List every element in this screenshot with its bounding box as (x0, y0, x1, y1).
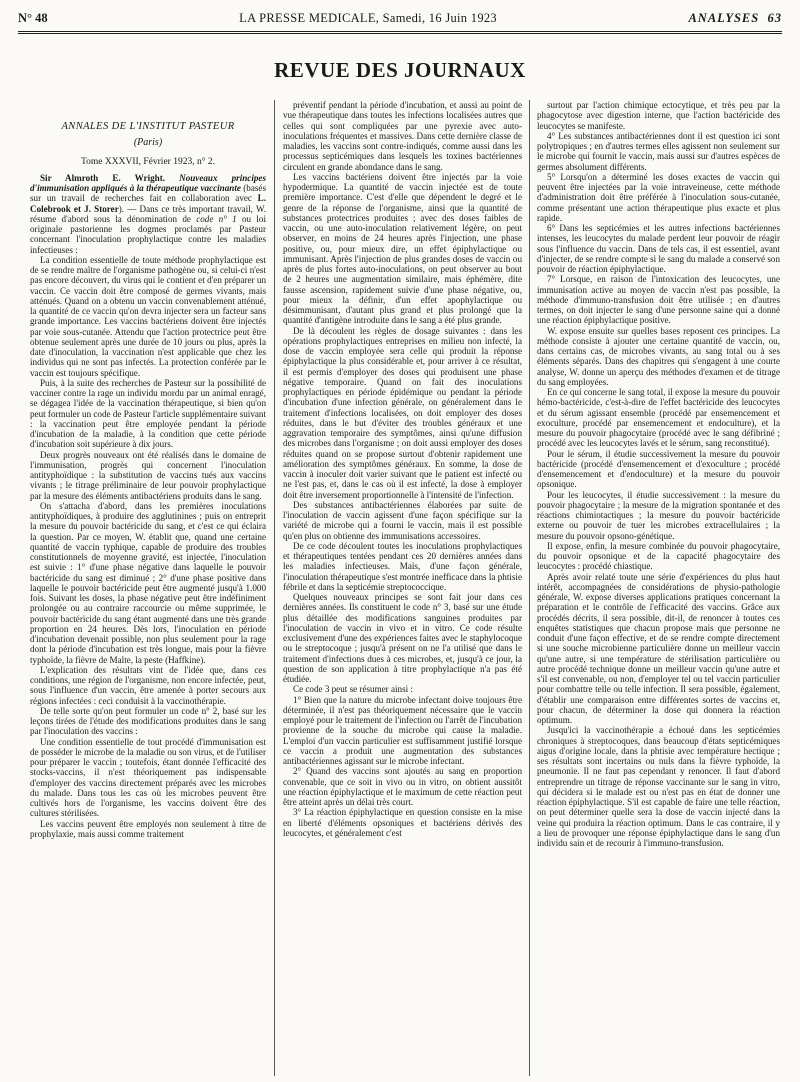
paragraph: La condition essentielle de toute méthode prophylactique est de se rendre maître de l'organisme pathogène ou, si celui-ci n'est pas encore découvert, du virus qui le contient et d'en préparer un vaccin. Ce vaccin doit être composé de germes vivants, mais atténués. Quand on a obtenu un vaccin convenablement atténué, la quantité de ce vaccin qu'on devra injecter sera un facteur sans grande importance. Les vaccins bactériens doivent être injectés par voie sous-cutanée. Attendu que l'action protectrice peut être obtenue seulement après une durée de 10 jours ou plus, après la date d'inoculation, la vaccination n'est applicable que chez les individus qui ne sont pas infectés. La protection conférée par le vaccin est toujours spécifique. (30, 254, 266, 378)
paragraph: De telle sorte qu'on peut formuler un code n° 2, basé sur les leçons tirées de l'étude des modifications produites dans le sang par l'inoculation des vaccins : (30, 705, 266, 737)
column-3 (537, 100, 780, 1076)
paragraph: Les vaccins peuvent être employés non seulement à titre de prophylaxie, mais aussi comme traitement (30, 818, 266, 839)
paragraph: Des substances antibactériennes élaborées par suite de l'inoculation de vaccin agissent d'une façon spécifique sur la variété de microbe qui a fourni le vaccin, mais il est possible qu'en plus on obtienne des immunisations accessoires. (283, 499, 522, 541)
header-rule-double (18, 33, 782, 34)
article-intro-b: ). — Dans ce très important travail, W. résume d'abord sous la dénomination de (30, 203, 266, 224)
paragraph: De ce code découlent toutes les inoculations prophylactiques et thérapeutiques tentées pendant ces 20 dernières années dans les maladies infectieuses. Mais, d'une façon générale, l'inoculation thérapeutique s'est montrée inefficace dans la phtisie fébrile et dans la septicémie streptococcique. (283, 540, 522, 592)
column-1 (30, 118, 266, 1076)
paragraph: 6° Dans les septicémies et les autres infections bactériennes intenses, les leucocytes du malade perdent leur pouvoir de réagir sous l'influence du vaccin. Dans de tels cas, il est essentiel, avant d'injecter, de se rendre compte si le sang du malade a conservé son pouvoir de réaction épiphylactique. (537, 223, 780, 274)
article-coauthors: L. Colebrook et J. Storer (30, 193, 266, 214)
article-code1: code n° 1 (196, 213, 237, 224)
paragraph: En ce qui concerne le sang total, il expose la mesure du pouvoir hémo-bactéricide, c'est-à-dire de l'effet bactéricide des leucocytes et du sérum agissant ensemble (procédé par ensemencement et exoculture, procédé par ensemencement et endoculture), et la mesure du pouvoir phagocytaire (procédé avec le sang défibriné ; procédé avec les leucocytes lavés et le sérum, sang reconstitué). (537, 387, 780, 449)
article-intro-c: ou loi originale pastorienne les dogmes proclamés par Pasteur concernant l'inoculation prophylactique contre les maladies infectieuses : (30, 213, 266, 255)
paragraph: 4° Les substances antibactériennes dont il est question ici sont polytropiques ; en d'autres termes elles agissent non seulement sur le microbe qui fournit le vaccin, mais aussi sur d'autres espèces de germes absolument différents. (537, 130, 780, 172)
journal-issue: Tome XXXVII, Février 1923, n° 2. (81, 156, 215, 167)
paragraph: Jusqu'ici la vaccinothérapie a échoué dans les septicémies chroniques à streptocoques, dans beaucoup d'états septicémiques aigus d'origine locale, dans la phtisie avec température hectique ; ses résultats sont incertains ou nuls dans la fièvre typhoïde, la pneumonie. Il ne faut pas cependant y renoncer. Il faut d'abord entreprendre un titrage de réponse vaccinante sur le sang in vitro, qui décidera si le malade est ou n'est pas en état de donner une réaction épiphylactique. S'il est capable de faire une telle réaction, on peut déterminer quelle sera la dose de vaccin injecté dans la veine qui produira la réaction optimum. Dans le cas contraire, il y a lieu de provoquer une réponse épiphylactique dans le sang d'un individu sain et de recourir à l'immuno-transfusion. (537, 725, 780, 848)
paragraph: Pour le sérum, il étudie successivement la mesure du pouvoir bactéricide (procédé d'ensemencement et d'exoculture ; procédé d'ensemencement et d'endoculture) et la mesure du pouvoir opsonique. (537, 448, 780, 490)
section-title: REVUE DES JOURNAUX (274, 58, 526, 82)
paragraph: Une condition essentielle de tout procédé d'immunisation est de posséder le microbe de la maladie ou son virus, et de l'utiliser pour préparer le vaccin ; toutefois, étant donnée l'efficacité des stocks-vaccins, il n'est théoriquement pas indispensable d'employer des vaccins directement préparés avec les microbes du malade. Dans tous les cas où les microbes peuvent être cultivés hors de l'organisme, les vaccins doivent être des cultures stérilisées. (30, 736, 266, 819)
paragraph: Pour les leucocytes, il étudie successivement : la mesure du pouvoir phagocytaire ; la mesure de la migration spontanée et des réactions chimiotactiques ; la mesure du pouvoir bactéricide externe ou pouvoir de tuer les microbes extracellulaires ; la mesure du pouvoir opsono-génétique. (537, 489, 780, 541)
paragraph: W. expose ensuite sur quelles bases reposent ces principes. La méthode consiste à ajouter une certaine quantité de vaccin, ou, dans certains cas, de microbes vivants, au sang total ou à ses éléments séparés. Dans des chapitres qui s'engagent à une courte analyse, W. donne un aperçu des méthodes d'examen et de titrage du sang employées. (537, 325, 780, 387)
running-header (18, 8, 782, 28)
paragraph: De là découlent les règles de dosage suivantes : dans les opérations prophylactiques entreprises en milieu non infecté, la dose de vaccin employée sera celle qui produit la réponse épiphylactique la plus considérable et, pour arriver à ce résultat, il est permis d'employer des doses qui produisent une phase négative temporaire. Quand on fait des inoculations prophylactiques en période épidémique ou pendant la période d'incubation d'une infection générale, on généralement dans le traitement d'infections localisées, on doit employer des doses réduites, dans le but d'éviter des troubles généraux et une aggravation temporaire des symptômes, ainsi qu'une diffusion des microbes dans l'organisme ; on doit aussi employer des doses réduites quand on se propose surtout d'obtenir rapidement une amélioration des symptômes généraux. En somme, la dose de vaccin à inoculer doit varier suivant que le patient est infecté ou ne l'est pas, et, dans le cas où il est infecté, la dose à employer doit être inversement proportionnelle à l'intensité de l'infection. (283, 325, 522, 500)
column-divider-2 (529, 100, 530, 1076)
header-rule (18, 31, 782, 32)
masthead: LA PRESSE MEDICALE, Samedi, 16 Juin 1923 (239, 10, 497, 25)
paragraph: Les vaccins bactériens doivent être injectés par la voie hypodermique. La quantité de vaccin injectée est de toute première importance. C'est d'elle que dépendent le degré et le genre de la réponse de l'organisme, ainsi que la quantité de substances protectrices produites ; avec des doses faibles de vaccin, ou une auto-inoculation relativement légère, on peut observer, en moins de 24 heures après l'injection, une phase positive, ou, pour mieux dire, un effet épiphylactique ou immunisant. Après l'injection de plus grandes doses de vaccin ou après de plus fortes auto-inoculations, on peut observer au bout de 2 heures une augmentation similaire, mais éphémère, dite fausse ascension, rapidement suivie d'une phase négative, ou, pour mieux la définir, d'un effet apophylactique ou désimmunisant, d'autant plus grand et plus prolongé que la quantité d'antigène introduite dans le sang a été plus grande. (283, 171, 522, 326)
page-number: 63 (767, 10, 782, 25)
paragraph: Ce code 3 peut se résumer ainsi : (293, 684, 413, 695)
issue-number: N° 48 (18, 10, 48, 25)
paragraph: surtout par l'action chimique ectocytique, et très peu par la phagocytose avec digestion interne, que l'action bactéricide des leucocytes se manifeste. (537, 100, 780, 131)
paragraph: Puis, à la suite des recherches de Pasteur sur la possibilité de vacciner contre la rage un individu mordu par un animal enragé, se dégagea l'idée de la vaccination thérapeutique, si bien qu'on peut formuler un code de Pasteur l'article supplémentaire suivant : la vaccination peut être employée pendant la période d'incubation de la maladie, à la condition que cette période d'incubation soit supérieure à dix jours. (30, 377, 266, 450)
journal-name: ANNALES DE L'INSTITUT PASTEUR (61, 121, 235, 132)
article-lead (30, 173, 266, 255)
paragraph: 2° Quand des vaccins sont ajoutés au sang en proportion convenable, que ce soit in vivo ou in vitro, on obtient aussitôt une réaction épiphylactique et le maximum de cette réaction peut être atteint après un délai très court. (283, 766, 522, 807)
section-label: ANALYSES (688, 10, 760, 25)
paragraph: 5° Lorsqu'on a déterminé les doses exactes de vaccin qui peuvent être injectées par la voie intraveineuse, cette méthode d'administration doit être préférée à l'inoculation sous-cutanée, comme présentant une action thérapeutique plus exacte et plus rapide. (537, 171, 780, 223)
paragraph: Quelques nouveaux principes se sont fait jour dans ces dernières années. Ils constituent le code n° 3, basé sur une étude plus détaillée des modifications sanguines produites par l'inoculation de vaccin in vivo et in vitro. Ce code résulte exclusivement d'une des expériences faites avec le staphylocoque ou le streptocoque ; jusqu'à présent on ne l'a utilisé que dans le traitement d'infections dues à ces microbes, et, jusqu'à ce jour, la question de son application à titre prophylactique n'a pas été étudiée. (283, 592, 522, 684)
article-title: Nouveaux principes d'immunisation appliqués à la thérapeutique vaccinante (30, 172, 266, 193)
paragraph: Deux progrès nouveaux ont été réalisés dans le domaine de l'immunisation, progrès qui concernent l'inoculation antityphoïdique : la substitution de vaccins tués aux vaccins vivants ; le titrage préliminaire de leur pouvoir prophylactique par la mesure des éléments antibactériens produits dans le sang. (30, 449, 266, 501)
paragraph: On s'attacha d'abord, dans les premières inoculations antityphoïdiques, à produire des agglutinines ; puis on entreprit la mesure du pouvoir bactéricide du sang, et c'est ce qui éclaira la question. Par ce moyen, W. établit que, quand une certaine quantité de vaccin typhique, capable de produire des troubles constitutionnels de moyenne gravité, est injectée, l'inoculation est suivie : 1° d'une phase négative dans laquelle le pouvoir bactéricide du sang est diminué ; 2° d'une phase positive dans laquelle le pouvoir bactéricide peut être augmenté jusqu'à 1.000 fois. Suivant les doses, la phase négative peut être indéfiniment prolongée ou au contraire raccourcie ou même supprimée, le pouvoir bactéricide du sang étant augmenté dans une très grande proportion en 24 heures. Dès lors, l'inoculation en période d'incubation devenait possible, non plus seulement pour la rage dont la période d'incubation est très longue, mais pour la fièvre typhoïde, la fièvre de Malte, la peste (Haffkine). (30, 500, 266, 665)
article-intro-a: (basés sur un travail de recherches fait en collaboration avec (30, 183, 266, 204)
article-author: Sir Almroth E. Wright. (40, 172, 166, 183)
paragraph: 3° La réaction épiphylactique en question consiste en la mise en liberté d'éléments opsoniques et bactériens dérivés des leucocytes, et généralement c'est (283, 807, 522, 838)
column-divider-1 (274, 100, 275, 1076)
paragraph: Après avoir relaté toute une série d'expériences du plus haut intérêt, accompagnées de considérations de physio-pathologie générale, W. expose diverses applications pratiques concernant la préparation et le contrôle de l'efficacité des vaccins. Grâce aux procédés décrits, il sera possible, dit-il, de renoncer à toutes ces enquêtes statistiques que chacun propose mais que personne ne conduit d'une façon effective, et de se rendre compte directement si une souche microbienne particulière donne un meilleur vaccin qu'une autre, si une température de stérilisation particulière ou autre procédé technique donne un meilleur vaccin qu'une autre et s'il est convenable, ou non, d'employer tel ou tel vaccin particulier pour combattre telle ou telle infection. Il sera possible, également, d'établir une comparaison entre différentes sortes de vaccins et, pour chacun, de déterminer la dose qui donnera la réaction optimum. (537, 571, 780, 725)
paragraph: 7° Lorsque, en raison de l'intoxication des leucocytes, une immunisation active au moyen de vaccin n'est pas possible, la méthode d'immuno-transfusion doit être utilisée ; en d'autres termes, on doit injecter le sang d'une personne saine qui a donné une réaction épiphylactique positive. (537, 274, 780, 326)
paragraph: 1° Bien que la nature du microbe infectant doive toujours être déterminée, il n'est pas théoriquement nécessaire que le vaccin employé pour le traitement de l'infection ou l'arrêt de l'incubation provienne de la souche du microbe qui cause la maladie. L'emploi d'un vaccin particulier est suffisamment justifié lorsque ce vaccin a produit une augmentation des substances antibactériennes agissant sur le microbe infectant. (283, 694, 522, 766)
journal-place: (Paris) (133, 137, 163, 149)
paragraph: Il expose, enfin, la mesure combinée du pouvoir phagocytaire, du pouvoir opsonique et de la capacité phagocytaire des leucocytes : procédé chiastique. (537, 540, 780, 572)
paragraph: L'explication des résultats vint de l'idée que, dans ces conditions, une région de l'organisme, non encore infectée, peut, sous l'influence d'un vaccin, être amenée à porter secours aux régions infectées : ceci conduisit à la vaccinothérapie. (30, 664, 266, 706)
column-2 (283, 100, 522, 1076)
paragraph: préventif pendant la période d'incubation, et aussi au point de vue thérapeutique dans toutes les infections localisées autres que celles qui sont compliquées par une pyrexie avec auto-inoculations fréquentes et massives. Dans cette dernière classe de maladies, les vaccins sont contre-indiqués, comme aussi dans les processus septicémiques dans lesquels les toxines bactériennes circulent en grande abondance dans le sang. (283, 100, 522, 172)
section-page (688, 11, 782, 26)
